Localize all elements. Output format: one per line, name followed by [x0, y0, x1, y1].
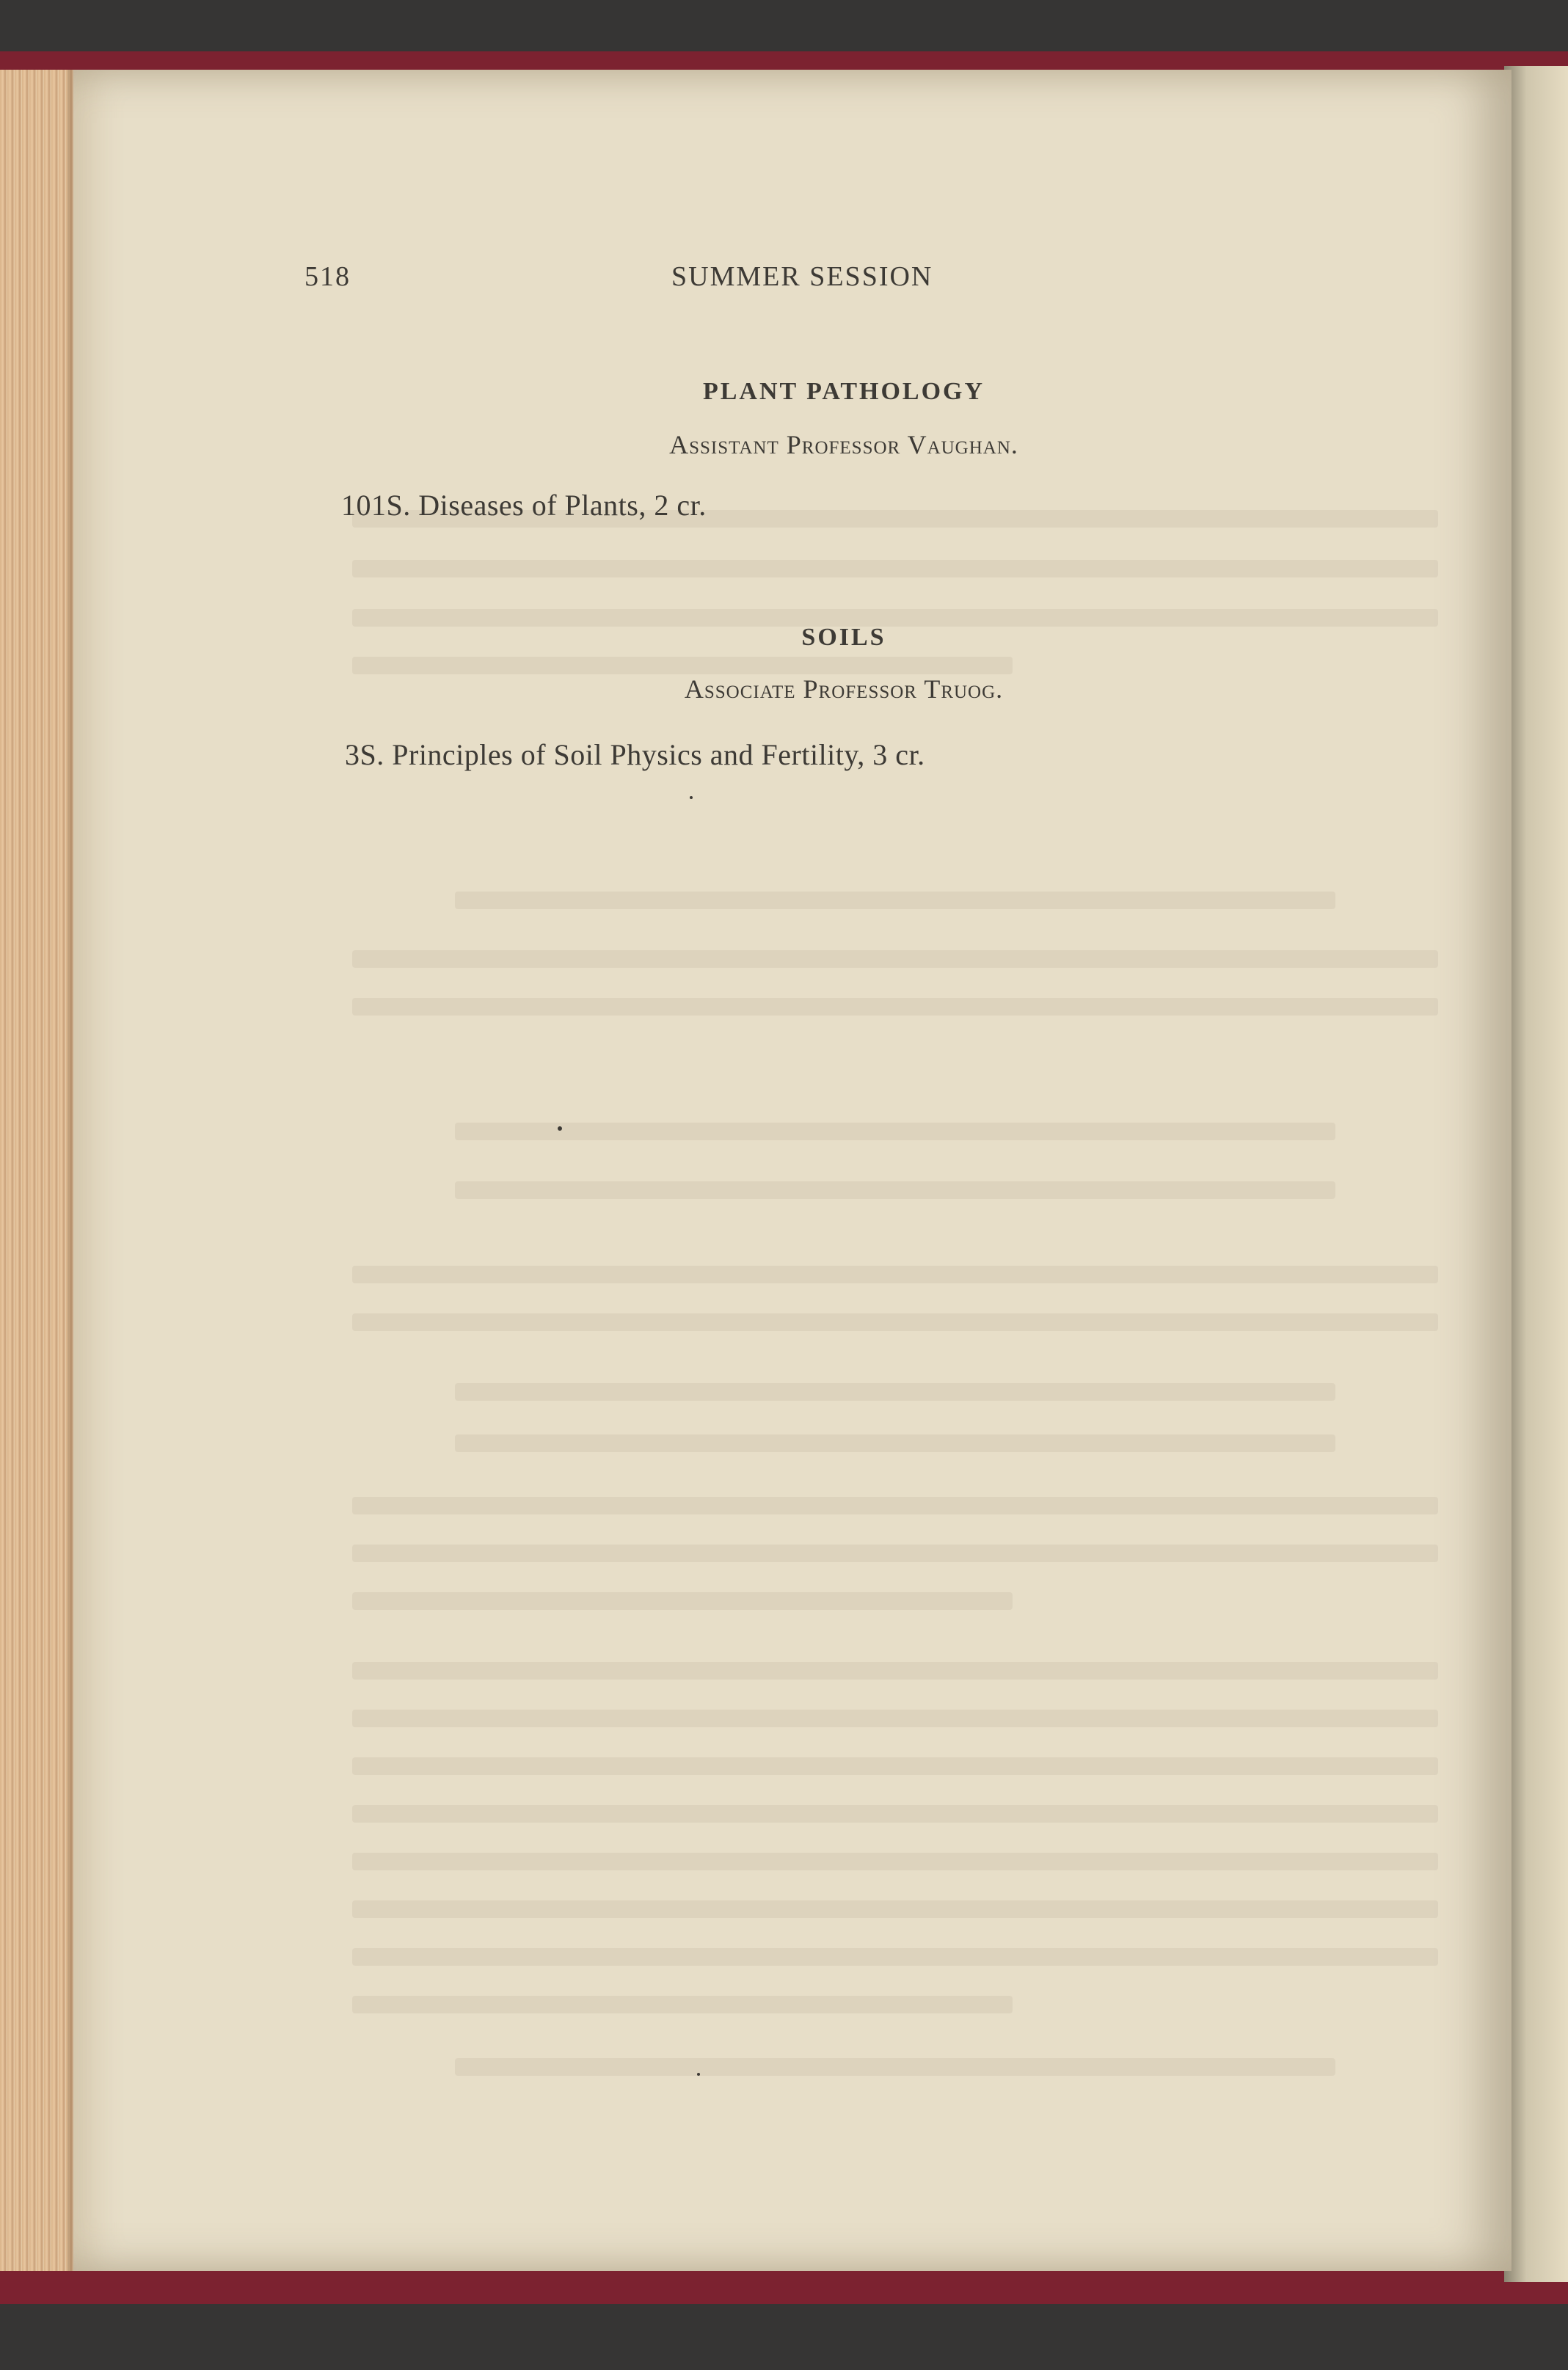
show-through-line: [352, 998, 1438, 1016]
show-through-line: [352, 950, 1438, 968]
dust-speck: [558, 1126, 562, 1131]
show-through-line: [352, 1313, 1438, 1331]
running-head-title: SUMMER SESSION: [671, 261, 933, 292]
dust-speck: [697, 2073, 700, 2076]
show-through-line: [455, 1123, 1335, 1140]
show-through-line: [352, 1757, 1438, 1775]
show-through-line: [352, 1266, 1438, 1283]
show-through-line: [352, 1592, 1013, 1610]
show-through-line: [455, 1383, 1335, 1401]
show-through-line: [352, 1662, 1438, 1680]
show-through-line: [352, 1853, 1438, 1870]
show-through-line: [455, 1181, 1335, 1199]
facing-page-edge: [1504, 66, 1568, 2282]
show-through-line: [455, 892, 1335, 909]
show-through-line: [352, 1710, 1438, 1727]
instructor-soils: Associate Professor Truog.: [684, 674, 1004, 704]
show-through-line: [352, 1900, 1438, 1918]
course-101s: 101S. Diseases of Plants, 2 cr.: [341, 489, 707, 522]
show-through-line: [352, 1805, 1438, 1823]
course-3s: 3S. Principles of Soil Physics and Fertility, 3 cr.: [345, 738, 925, 771]
show-through-line: [352, 1497, 1438, 1514]
section-title-plant-pathology: PLANT PATHOLOGY: [702, 378, 985, 405]
section-title-soils: SOILS: [801, 624, 886, 651]
page-number: 518: [305, 261, 351, 292]
show-through-line: [352, 1948, 1438, 1966]
show-through-line: [352, 560, 1438, 577]
dust-speck: [690, 796, 693, 799]
show-through-line: [455, 1434, 1335, 1452]
show-through-line: [352, 1996, 1013, 2013]
show-through-line: [455, 2058, 1335, 2076]
instructor-plant-pathology: Assistant Professor Vaughan.: [669, 430, 1018, 459]
show-through-line: [352, 657, 1013, 674]
show-through-line: [352, 1545, 1438, 1562]
